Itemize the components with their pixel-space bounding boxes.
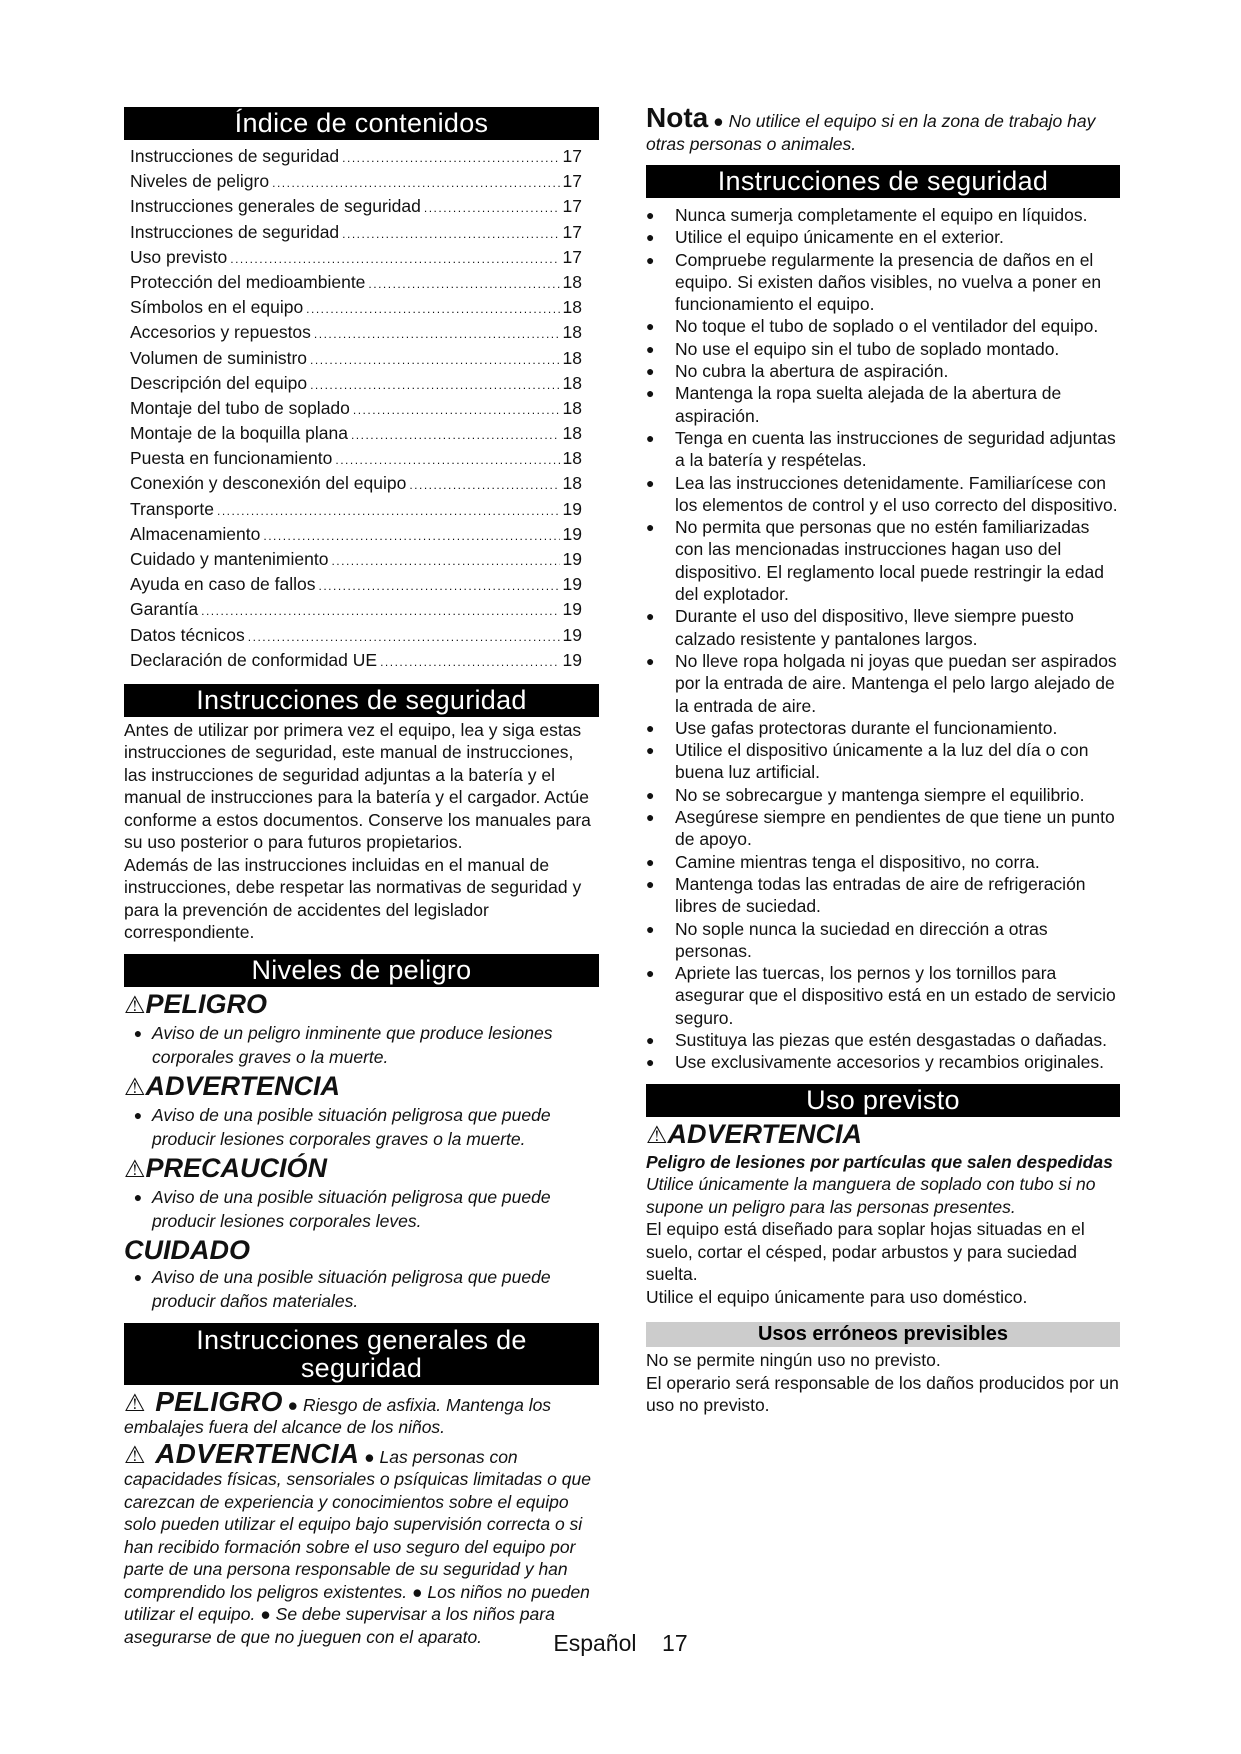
toc-leader-dots — [248, 625, 560, 650]
bullet-icon: ● — [646, 1031, 655, 1048]
toc-entry — [130, 346, 582, 371]
page-footer — [0, 1630, 1241, 1657]
warning-triangle-icon: ⚠ — [124, 1073, 146, 1101]
precaucion-heading: ⚠PRECAUCIÓN — [124, 1152, 328, 1183]
toc-entry-label: Instrucciones generales de seguridad — [130, 196, 421, 217]
toc-entry — [130, 144, 582, 169]
toc-leader-dots — [331, 549, 559, 574]
bullet-icon: ● — [646, 742, 655, 759]
safety-list-item: ● Mantenga la ropa suelta alejada de la abertura de aspiración. — [646, 383, 1062, 426]
toc-leader-dots — [409, 473, 559, 498]
peligro-heading: ⚠PELIGRO — [124, 988, 268, 1019]
safety-list-item: ● Use gafas protectoras durante el funcionamiento. — [646, 717, 1058, 738]
toc-entry-page: 17 — [562, 146, 582, 166]
bullet-icon: ● — [646, 229, 655, 246]
toc-leader-dots — [353, 398, 560, 423]
toc-leader-dots — [351, 423, 560, 448]
bullet-icon: ● — [646, 875, 655, 892]
toc-entry-page: 19 — [562, 523, 582, 544]
toc-entry-page: 18 — [562, 423, 582, 444]
left-column — [124, 107, 599, 1648]
toc-entry-page: 19 — [562, 498, 582, 519]
toc-entry — [130, 547, 582, 572]
toc-entry-page: 18 — [562, 473, 582, 494]
toc-entry-label: Puesta en funcionamiento — [130, 448, 333, 469]
toc-entry-page: 19 — [562, 649, 582, 670]
toc-heading: Índice de contenidos — [124, 107, 599, 140]
toc-entry-page: 19 — [562, 574, 582, 595]
toc-entry-page: 18 — [562, 397, 582, 418]
safety-list-item: ● Mantenga todas las entradas de aire de refrigeración libres de suciedad. — [646, 873, 1086, 917]
toc-leader-dots — [424, 196, 560, 221]
misuse-paragraph-1: No se permite ningún uso no previsto. — [646, 1350, 941, 1371]
toc-entry — [130, 497, 582, 522]
toc-entry-label: Montaje de la boquilla plana — [130, 423, 348, 444]
toc-entry-page: 17 — [562, 221, 582, 242]
intended-use-warning-text: Utilice únicamente la manguera de soplado con tubo si no supone un peligro para las personas presentes. — [646, 1174, 1096, 1217]
toc-entry — [130, 194, 582, 219]
safety-intro-paragraph-2: Además de las instrucciones incluidas en el manual de instrucciones, debe respetar las normativas de seguridad y para la prevención de accidentes del legislador correspondiente. — [124, 854, 582, 943]
toc-entry-label: Volumen de suministro — [130, 347, 308, 368]
right-column — [646, 102, 1120, 1417]
bullet-icon: ● — [646, 853, 655, 870]
toc-entry-page: 17 — [562, 246, 582, 267]
toc-leader-dots — [263, 524, 559, 549]
toc-entry — [130, 245, 582, 270]
toc-entry-label: Descripción del equipo — [130, 372, 308, 393]
safety-list-item: ● Utilice el equipo únicamente en el exterior. — [646, 227, 1004, 248]
hazard-levels-heading: Niveles de peligro — [124, 954, 599, 987]
toc-leader-dots — [230, 247, 559, 272]
toc-entry — [130, 623, 582, 648]
toc-entry-label: Uso previsto — [130, 246, 228, 267]
toc-entry-label: Declaración de conformidad UE — [130, 649, 378, 670]
safety-list-item: ● Nunca sumerja completamente el equipo en líquidos. — [646, 205, 1088, 225]
toc-leader-dots — [217, 499, 560, 524]
safety-list-item: ● Sustituya las piezas que estén desgastadas o dañadas. — [646, 1029, 1107, 1050]
bullet-icon: ● — [646, 719, 655, 736]
toc-leader-dots — [201, 599, 559, 624]
cuidado-description: ● Aviso de una posible situación peligrosa que puede producir daños materiales. — [133, 1266, 551, 1311]
misuse-paragraph-2: El operario será responsable de los daños producidos por un uso no previsto. — [646, 1372, 1119, 1416]
general-safety-peligro: ⚠ PELIGRO ● Riesgo de asfixia. Mantenga los embalajes fuera del alcance de los niños. — [124, 1385, 552, 1438]
toc-entry-label: Conexión y desconexión del equipo — [130, 473, 407, 494]
bullet-icon: ● — [646, 207, 655, 223]
toc-entry-page: 18 — [562, 322, 582, 343]
bullet-icon: ● — [646, 786, 655, 803]
toc-entry-label: Niveles de peligro — [130, 171, 270, 192]
toc-entry — [130, 648, 582, 673]
toc-entry-label: Instrucciones de seguridad — [130, 146, 340, 166]
safety-list-item: ● Tenga en cuenta las instrucciones de seguridad adjuntas a la batería y respételas. — [646, 427, 1116, 471]
safety-list-item: ● Utilice el dispositivo únicamente a la luz del día o con buena luz artificial. — [646, 740, 1089, 783]
bullet-icon: ● — [646, 318, 655, 335]
advertencia-heading: ⚠ADVERTENCIA — [124, 1070, 341, 1101]
toc-entry-page: 18 — [562, 297, 582, 318]
toc-leader-dots — [368, 272, 559, 297]
warning-triangle-icon: ⚠ — [124, 1389, 146, 1417]
toc-entry-label: Transporte — [130, 498, 214, 519]
toc-leader-dots — [310, 373, 559, 398]
toc-entry-page: 19 — [562, 549, 582, 569]
nota-paragraph: Nota ● No utilice el equipo si en la zona de trabajo hay otras personas o animales. — [646, 102, 1096, 154]
toc-leader-dots — [314, 322, 560, 347]
intended-use-warning-bold: Peligro de lesiones por partículas que salen despedidas — [646, 1151, 1113, 1172]
toc-entry-label: Ayuda en caso de fallos — [130, 574, 316, 595]
bullet-icon: ● — [646, 1054, 655, 1071]
toc-entry — [130, 396, 582, 421]
misuse-heading: Usos erróneos previsibles — [646, 1322, 1120, 1347]
safety-list-item: ● Compruebe regularmente la presencia de daños en el equipo. Si existen daños visibles, no vuelva a poner en funcionamiento el equipo. — [646, 249, 1102, 315]
toc-leader-dots — [335, 448, 559, 473]
intended-use-paragraph-1: El equipo está diseñado para soplar hojas situadas en el suelo, cortar el césped, podar arbustos y para suciedad suelta. — [646, 1219, 1085, 1285]
toc-entry — [130, 471, 582, 496]
safety-list-item: ● Lea las instrucciones detenidamente. Familiarícese con los elementos de control y el uso correcto del dispositivo. — [646, 472, 1118, 515]
warning-triangle-icon: ⚠ — [646, 1121, 668, 1149]
toc-leader-dots — [380, 650, 559, 675]
peligro-description: ● Aviso de un peligro inminente que produce lesiones corporales graves o la muerte. — [133, 1022, 553, 1067]
safety-intro-paragraph-1: Antes de utilizar por primera vez el equipo, lea y siga estas instrucciones de seguridad, este manual de instrucciones, las instrucciones de seguridad adjuntas a la batería y el manual de instrucciones para la batería y el cargador. Actúe conforme a estos documentos. Conserve los manuales para su uso posterior o para futuros propietarios. — [124, 719, 591, 853]
safety-list-item: ● Durante el uso del dispositivo, lleve siempre puesto calzado resistente y pantalones largos. — [646, 606, 1074, 649]
bullet-icon: ● — [646, 652, 655, 669]
toc-entry-page: 17 — [562, 171, 582, 192]
intended-use-paragraph-2: Utilice el equipo únicamente para uso doméstico. — [646, 1286, 1028, 1307]
toc-entry-page: 18 — [562, 271, 582, 292]
toc-leader-dots — [310, 348, 559, 373]
children-supervision-text: Se debe supervisar a los niños para asegurarse de que no jueguen con el aparato. — [124, 1604, 555, 1647]
safety-list-item: ● Apriete las tuercas, los pernos y los tornillos para asegurar que el dispositivo está en un estado de servicio seguro. — [646, 963, 1116, 1028]
toc-entry-label: Accesorios y repuestos — [130, 322, 311, 343]
general-safety-heading: Instrucciones generales de seguridad — [124, 1323, 599, 1385]
cuidado-heading: CUIDADO — [124, 1234, 250, 1265]
toc-entry-label: Cuidado y mantenimiento — [130, 549, 329, 569]
toc-entry-label: Montaje del tubo de soplado — [130, 397, 350, 418]
bullet-icon: ● — [646, 340, 655, 357]
toc-entry-label: Datos técnicos — [130, 624, 245, 645]
toc-entry-label: Símbolos en el equipo — [130, 297, 304, 318]
safety-list-item: ● No cubra la abertura de aspiración. — [646, 361, 949, 382]
toc-entry-page: 18 — [562, 372, 582, 393]
safety-list-item: ● No sople nunca la suciedad en dirección a otras personas. — [646, 918, 1048, 961]
toc-entry — [130, 295, 582, 320]
toc-leader-dots — [342, 222, 559, 247]
bullet-icon: ● — [646, 385, 655, 402]
toc-entry-page: 18 — [562, 448, 582, 469]
toc-entry — [130, 572, 582, 597]
safety-list-heading: Instrucciones de seguridad — [646, 165, 1120, 198]
safety-list-item: ● No se sobrecargue y mantenga siempre el equilibrio. — [646, 784, 1085, 805]
safety-list-item: ● No permita que personas que no estén familiarizadas con las mencionadas instrucciones hagan uso del dispositivo. El reglamento local puede restringir la edad del explotador. — [646, 517, 1104, 605]
warning-triangle-icon: ⚠ — [124, 991, 146, 1019]
precaucion-description: ● Aviso de una posible situación peligrosa que puede producir lesiones corporales leves. — [133, 1186, 551, 1231]
toc-entry — [130, 169, 582, 194]
toc-leader-dots — [272, 171, 559, 196]
safety-list-item: ● Camine mientras tenga el dispositivo, no corra. — [646, 851, 1040, 872]
safety-list-item: ● No toque el tubo de soplado o el ventilador del equipo. — [646, 316, 1099, 337]
toc-entry — [130, 446, 582, 471]
bullet-icon: ● — [646, 363, 655, 380]
warning-triangle-icon: ⚠ — [124, 1155, 146, 1183]
toc-entry — [130, 522, 582, 547]
safety-intro-heading: Instrucciones de seguridad — [124, 684, 599, 717]
general-safety-advertencia: ⚠ ADVERTENCIA ● Las personas con capacidades físicas, sensoriales o psíquicas limitadas o que carezcan de experiencia y conocimientos sobre el equipo solo pueden utilizar el equipo bajo supervisión correcta o si han recibido formación sobre el uso seguro del equipo por parte de una persona responsable de su seguridad y han comprendido los peligros existentes. ● Los niños no pueden utilizar el equipo. ● Se debe supervisar a los niños para asegurarse de que no jueguen con el aparato. — [124, 1437, 591, 1647]
toc-leader-dots — [306, 297, 559, 322]
page-number: 17 — [662, 1630, 688, 1656]
toc-entry-page: 18 — [562, 347, 582, 368]
safety-list-item: ● No use el equipo sin el tubo de soplado montado. — [646, 338, 1060, 359]
safety-list-item: ● No lleve ropa holgada ni joyas que puedan ser aspirados por la entrada de aire. Mantenga el pelo largo alejado de la entrada de aire. — [646, 650, 1117, 716]
bullet-icon: ● — [646, 519, 655, 536]
toc-entry-page: 19 — [562, 599, 582, 620]
toc-entry-label: Protección del medioambiente — [130, 271, 366, 292]
toc-entry — [130, 220, 582, 245]
intended-use-warning-heading: ⚠ADVERTENCIA — [646, 1118, 863, 1149]
bullet-icon: ● — [646, 920, 655, 937]
toc-entry — [130, 597, 582, 622]
toc-leader-dots — [319, 574, 560, 599]
safety-list-item: ● Use exclusivamente accesorios y recambios originales. — [646, 1052, 1104, 1073]
toc-entry-label: Almacenamiento — [130, 523, 261, 544]
toc-entry — [130, 421, 582, 446]
toc-entry-label: Instrucciones de seguridad — [130, 221, 340, 242]
safety-list — [646, 204, 1120, 1074]
safety-list-item: ● Asegúrese siempre en pendientes de que tiene un punto de apoyo. — [646, 807, 1115, 850]
toc-entry — [130, 320, 582, 345]
bullet-icon: ● — [646, 608, 655, 625]
bullet-icon: ● — [646, 429, 655, 446]
toc-entry — [130, 270, 582, 295]
bullet-icon: ● — [646, 965, 655, 982]
toc-entry-page: 19 — [562, 624, 582, 645]
bullet-icon: ● — [646, 251, 655, 268]
intended-use-heading: Uso previsto — [646, 1084, 1120, 1117]
footer-language: Español — [553, 1630, 637, 1656]
toc-list — [130, 144, 582, 673]
toc-entry-page: 17 — [562, 196, 582, 217]
toc-entry — [130, 371, 582, 396]
toc-leader-dots — [342, 146, 559, 171]
advertencia-description: ● Aviso de una posible situación peligrosa que puede producir lesiones corporales graves o la muerte. — [133, 1104, 551, 1149]
warning-triangle-icon: ⚠ — [124, 1441, 146, 1469]
bullet-icon: ● — [646, 474, 655, 491]
bullet-icon: ● — [646, 809, 655, 826]
toc-entry-label: Garantía — [130, 599, 199, 620]
